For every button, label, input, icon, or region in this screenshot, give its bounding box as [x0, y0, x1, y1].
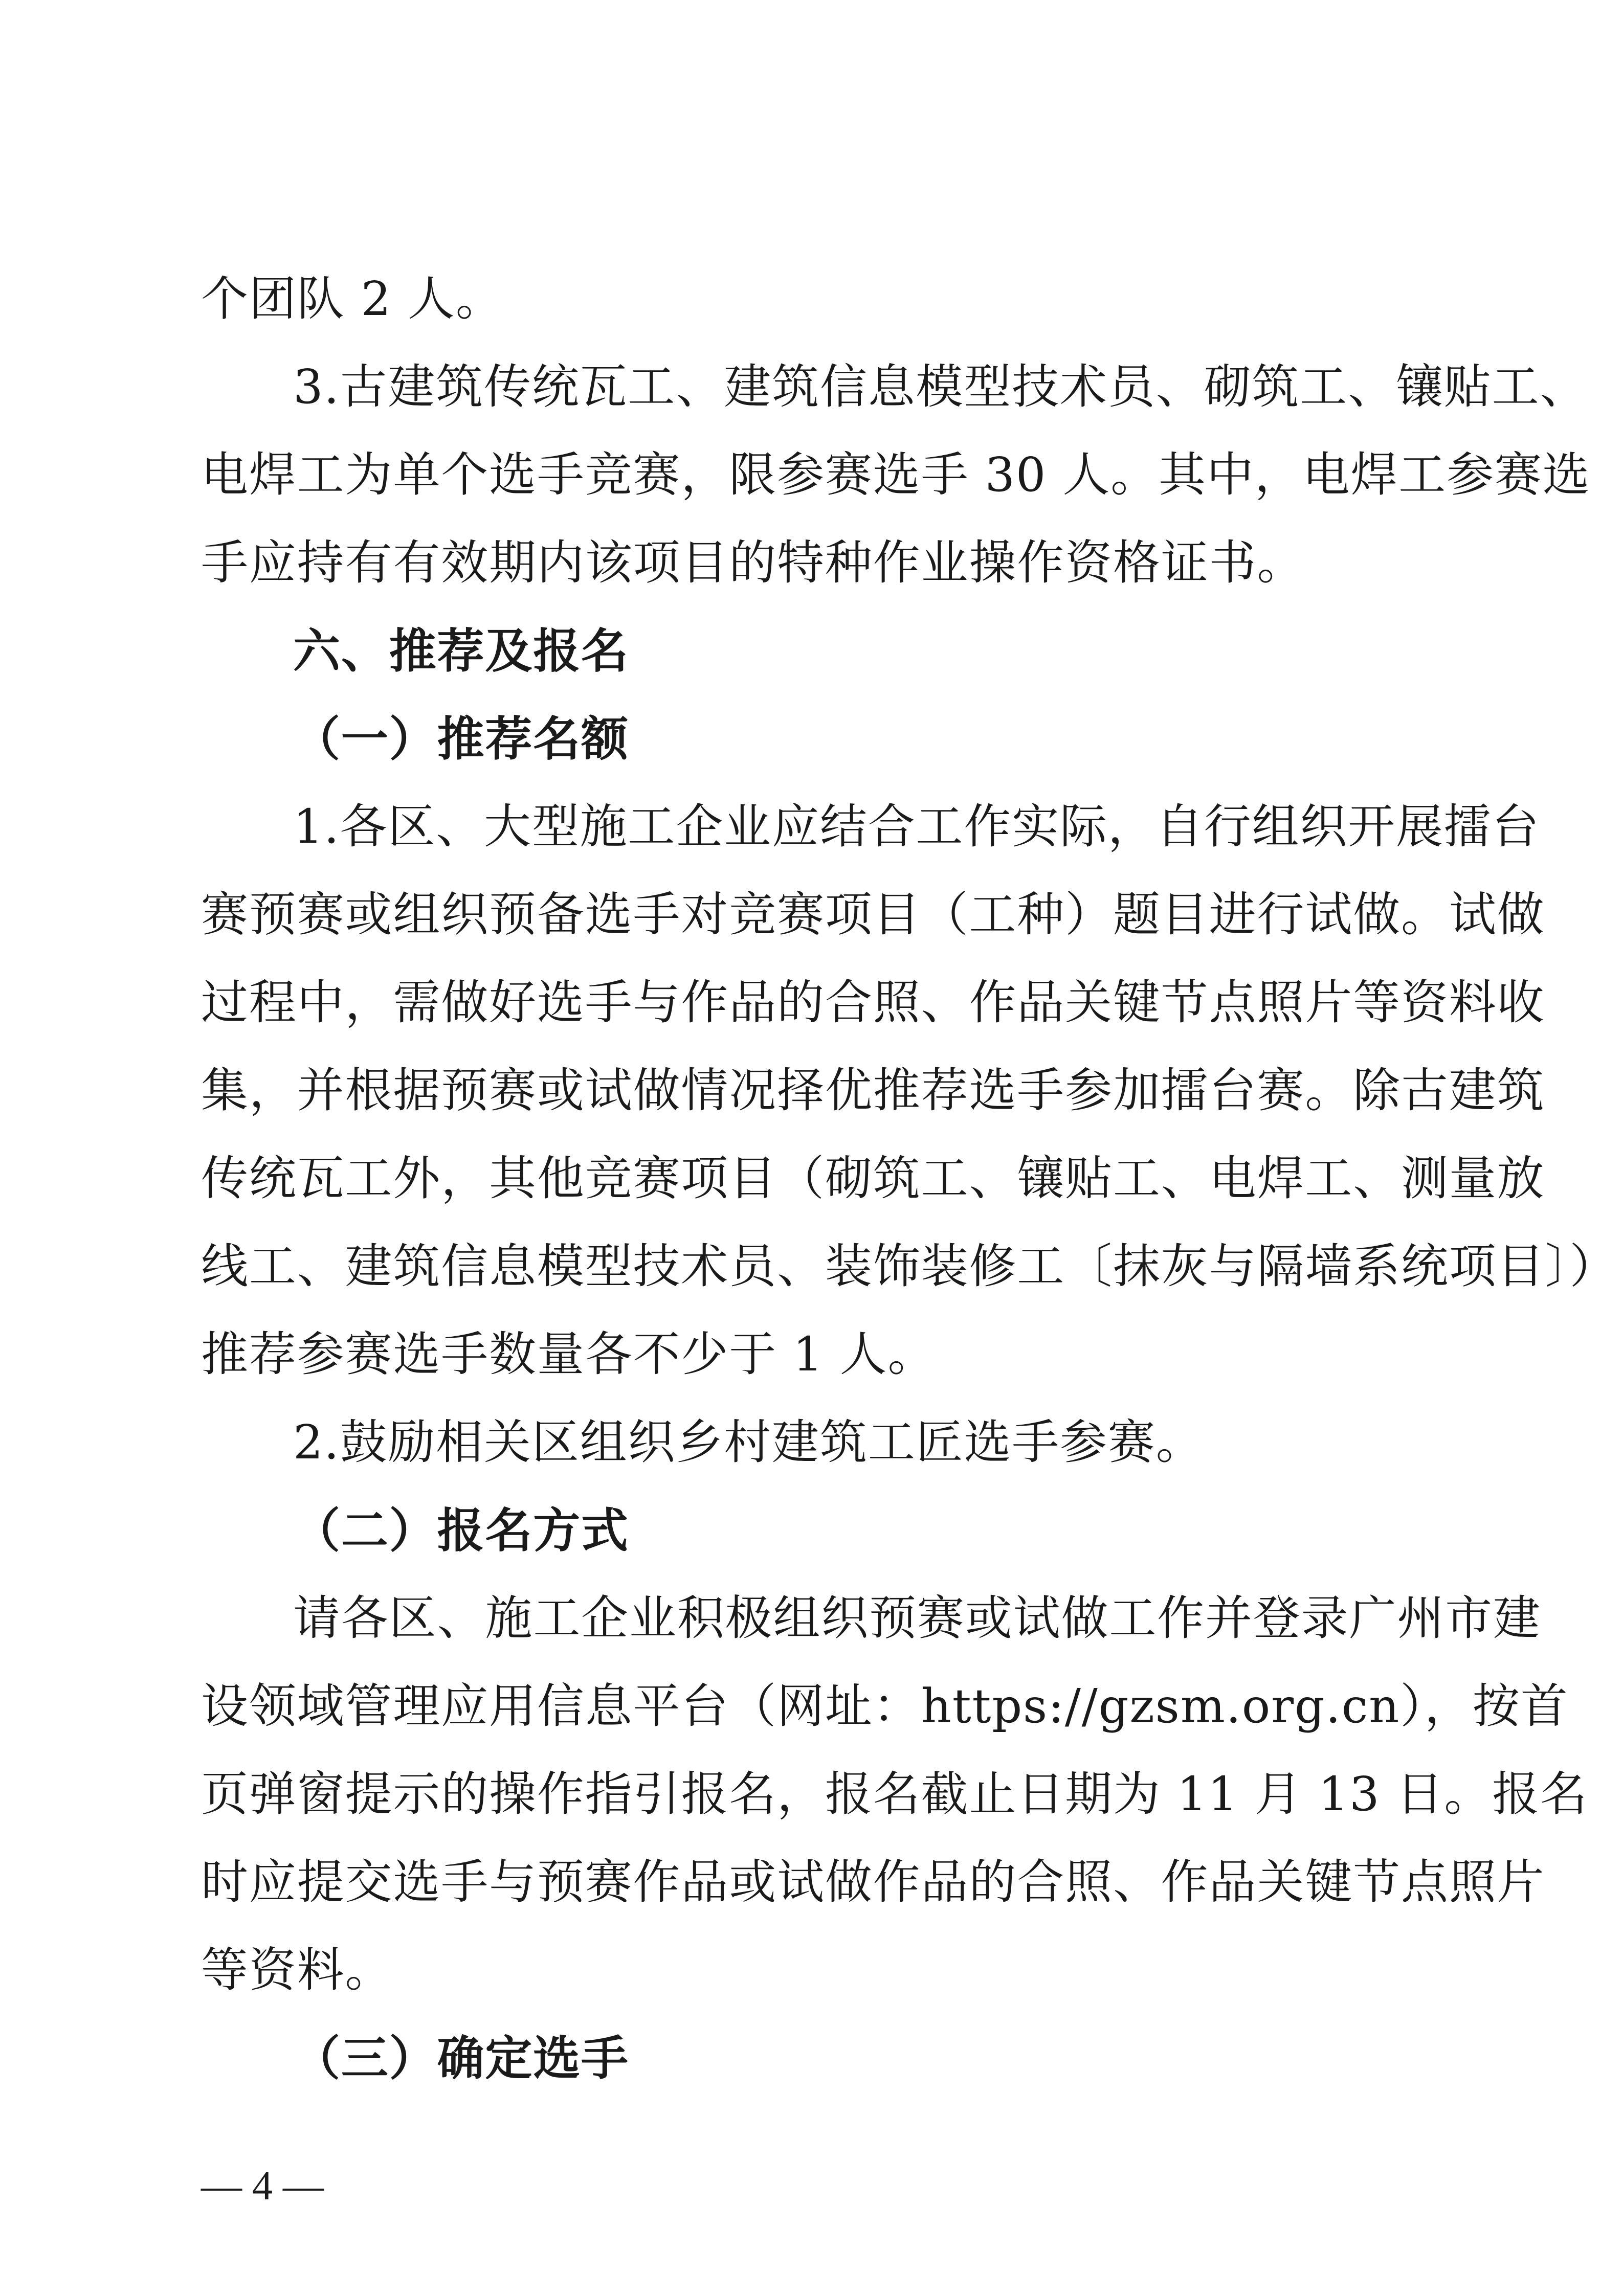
- text-line: 时应提交选手与预赛作品或试做作品的合照、作品关键节点照片: [201, 1855, 1545, 1909]
- text-line: 过程中，需做好选手与作品的合照、作品关键节点照片等资料收: [201, 975, 1545, 1030]
- text-line: 等资料。: [201, 1943, 393, 1997]
- text-line: 请各区、施工企业积极组织预赛或试做工作并登录广州市建: [293, 1591, 1541, 1646]
- subsection-heading: （一）推荐名额: [293, 711, 629, 767]
- subsection-heading: （二）报名方式: [293, 1503, 629, 1558]
- text-line: 传统瓦工外，其他竞赛项目（砌筑工、镶贴工、电焊工、测量放: [201, 1151, 1545, 1206]
- text-line: 个团队 2 人。: [201, 272, 504, 326]
- text-line: 3.古建筑传统瓦工、建筑信息模型技术员、砌筑工、镶贴工、: [293, 359, 1588, 414]
- text-line: 推荐参赛选手数量各不少于 1 人。: [201, 1327, 936, 1382]
- text-line: 赛预赛或组织预备选手对竞赛项目（工种）题目进行试做。试做: [201, 887, 1545, 942]
- text-line: 1.各区、大型施工企业应结合工作实际，自行组织开展擂台: [293, 799, 1540, 854]
- text-line: 2.鼓励相关区组织乡村建筑工匠选手参赛。: [293, 1415, 1204, 1470]
- page-number: — 4 —: [201, 2164, 324, 2209]
- section-heading: 六、推荐及报名: [293, 623, 629, 679]
- text-line: 页弹窗提示的操作指引报名，报名截止日期为 11 月 13 日。报名: [201, 1767, 1588, 1821]
- text-line: 设领域管理应用信息平台（网址：https://gzsm.org.cn），按首: [201, 1679, 1569, 1734]
- text-line: 电焊工为单个选手竞赛，限参赛选手 30 人。其中，电焊工参赛选: [201, 447, 1591, 502]
- text-line: 线工、建筑信息模型技术员、装饰装修工〔抹灰与隔墙系统项目〕）: [201, 1239, 1618, 1294]
- text-line: 手应持有有效期内该项目的特种作业操作资格证书。: [201, 535, 1305, 590]
- subsection-heading: （三）确定选手: [293, 2031, 629, 2086]
- text-line: 集，并根据预赛或试做情况择优推荐选手参加擂台赛。除古建筑: [201, 1063, 1545, 1118]
